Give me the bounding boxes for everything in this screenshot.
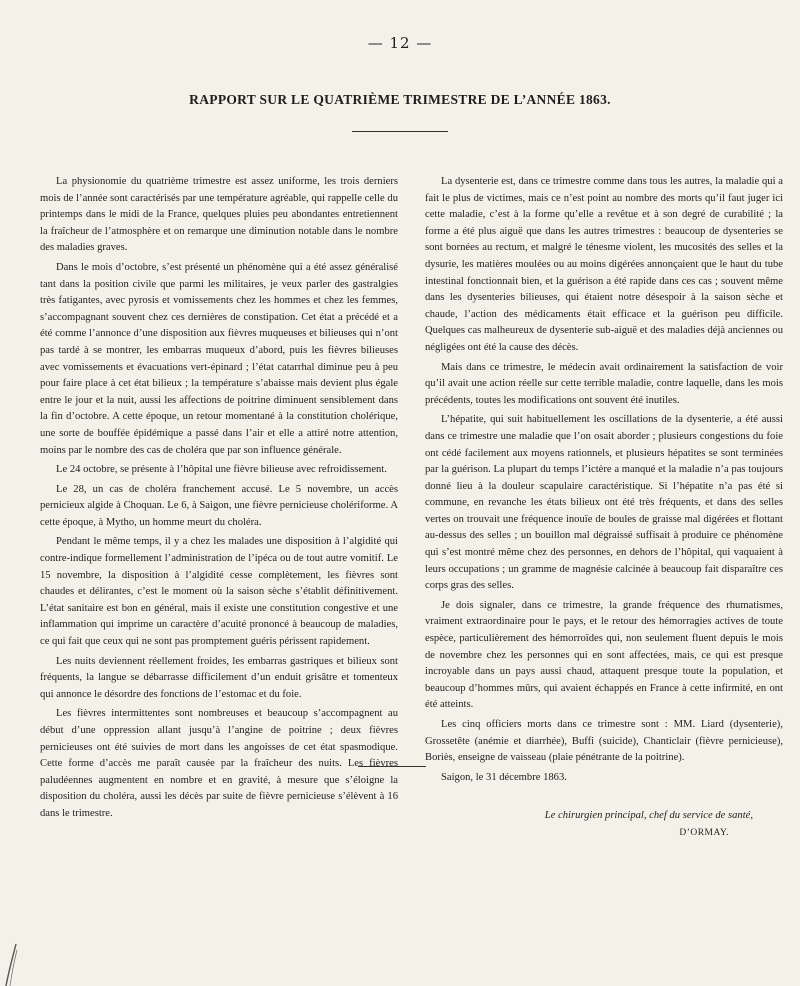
paragraph: Dans le mois d’octobre, s’est présenté un phénomène qui a été assez généralisé tant dans la position civile que parmi les militaires, je veux parler des gastralgies très fatigantes, avec pyrosis et vomissements chez les hommes et chez les femmes, s’accompagnant souvent chez ces dernières de constipation. Cet état a précédé et a été comme l’annonce d’une disposition aux fièvres muqueuses et bilieuses qui n’ont pas tardé à se montrer, les embarras muqueux d’abord, puis les fièvres bilieuses avec vomissements et évacuations vert-épinard ; l’état catarrhal diminue peu à peu pour faire place à cet état bilieux ; la température s’abaisse mais devient plus égale entre le jour et la nuit, aussi les affections de poitrine diminuent sensiblement dans la fin d’octobre. A cette époque, un retour momentané à la constitution cholérique, une sorte de bouffée épidémique a passé dans l’air et elle a attiré notre attention, moins par le nombre des cas de choléra que par son influence générale.: [40, 261, 398, 456]
paragraph: Je dois signaler, dans ce trimestre, la grande fréquence des rhumatismes, vraiment extraordinaire pour le pays, et le retour des hémorragies actives de toute espèce, particulièrement des hémorroïdes qui, non seulement fluent depuis le mois de novembre chez les personnes qui en sont affectées, mais, ce qui est presque incroyable dans un pays aussi chaud, attaquent presque toute la population, et beaucoup d’hommes mûrs, qui avaient échappés en France à cette infirmité, en ont été atteints.: [425, 599, 783, 711]
paragraph: Les fièvres intermittentes sont nombreuses et beaucoup s’accompagnent au début d’une oppression allant jusqu’à l’angine de poitrine ; deux fièvres pernicieuses ont été suivies de mort dans les angoisses de cet état spasmodique. Cette forme d’accès me paraît causée par la fraîcheur des nuits. Les fièvres paludéennes augmentent en nombre et en gravité, à mesure que s’éloigne la disposition du choléra, aussi les décès par suite de fièvre pernicieuse s’élèvent à 16 dans le trimestre.: [40, 708, 398, 819]
paragraph: La physionomie du quatrième trimestre est assez uniforme, les trois derniers mois de l’année sont caractérisés par une température agréable, qui rappelle celle du printemps dans le midi de la France, quelques pluies peu abondantes entretiennent la fraîcheur de l’atmosphère et on remarque une diminution notable dans le nombre des maladies graves.: [40, 176, 398, 254]
paragraph: La dysenterie est, dans ce trimestre comme dans tous les autres, la maladie qui a fait le plus de victimes, mais ce n’est point au nombre des morts qu’il faut juger ici cette maladie, c’est à la forme qu’elle a revêtue et à son degré de curabilité ; la forme a été plus aiguë que dans les autres trimestres : beaucoup de dysenteries se sont bornées au rectum, et malgré le ténesme violent, les mucosités des selles et la dysurie, les matières moulées ou au moins digérées annonçaient que le haut du tube intestinal fonctionnait bien, et la guérison a été rapide dans ces cas ; souvent même dans les dysenteries bilieuses, qui étaient notre désespoir à la saison sèche et chaude, l’action des médicaments était efficace et la guérison peu difficile. Quelques cas malheureux de dysenterie sub-aiguë et des maladies déjà anciennes ou négligées ont été la cause des décès.: [425, 176, 783, 353]
paragraph: Le 28, un cas de choléra franchement accusé. Le 5 novembre, un accès pernicieux algide à Choquan. Le 6, à Saigon, une fièvre pernicieuse cholériforme. A cette époque, à Mytho, un homme meurt du choléra.: [40, 483, 398, 528]
report-title: RAPPORT SUR LE QUATRIÈME TRIMESTRE DE L’ANNÉE 1863.: [189, 92, 611, 107]
paragraph: Les cinq officiers morts dans ce trimestre sont : MM. Liard (dysenterie), Grossetête (anémie et diarrhée), Buffi (suicide), Chanticlair (fièvre pernicieuse), Boriès, enseigne de vaisseau (plaie pénétrante de la poitrine).: [425, 719, 783, 764]
signature-name: D’ORMAY.: [679, 827, 729, 838]
paragraph: Les nuits deviennent réellement froides, les embarras gastriques et bilieux sont fréquents, la langue se débarrasse difficilement d’un enduit grisâtre et tomenteux qui annonce le désordre des fonctions de l’estomac et du foie.: [40, 655, 398, 700]
page-number: — 12 —: [367, 34, 433, 52]
left-column: [40, 174, 398, 826]
signature-role: Le chirurgien principal, chef du service de santé,: [544, 810, 753, 822]
paragraph: Pendant le même temps, il y a chez les malades une disposition à l’algidité qui contre-indique formellement l’administration de l’ipéca ou de tout autre vomitif. Le 15 novembre, la disposition à l’algidité cesse complètement, les fièvres sont chaudes et délirantes, c’est le moment où la saison sèche s’établit définitivement. L’état sanitaire est bon en général, mais il existe une constitution congestive et une inflammation qui imprime un caractère d’acuité prononcé à beaucoup de maladies, ce qui fait que ceux qui ne sont pas promptement guéris périssent rapidement.: [40, 536, 398, 648]
footer-divider: [358, 766, 426, 767]
right-column: [425, 174, 783, 842]
paragraph: Le 24 octobre, se présente à l’hôpital une fièvre bilieuse avec refroidissement.: [56, 464, 387, 476]
title-divider: [352, 131, 448, 132]
paragraph: L’hépatite, qui suit habituellement les oscillations de la dysenterie, a été aussi dans ce trimestre une maladie que l’on osait aborder ; plusieurs congestions du foie ont cédé facilement aux moyens rationnels, et plusieurs hépatites se sont terminées par la guérison. La plupart du temps l’ictère a manqué et la maladie n’a pas toujours donné lieu à la douleur scapulaire caractéristique. Si l’hépatite n’a pas été si commune, en revanche les états bilieux ont été très fréquents, et dans des selles vertes on trouvait une fréquence inouïe de boules de graisse mal digérées et flottant au-dessus des selles ; un bouillon mal dégraissé suffisait à produire ce phénomène qui s’est montré même chez des personnes, en dehors de l’hôpital, qui vaquaient à leurs occupations ; un gramme de magnésie calcinée à beaucoup fait disparaître ces corps gras des selles.: [425, 414, 783, 592]
paragraph: Mais dans ce trimestre, le médecin avait ordinairement la satisfaction de voir qu’il avait une action réelle sur cette terrible maladie, contre laquelle, dans les mois précédents, toutes les modifications ont souvent été inutiles.: [425, 361, 783, 406]
binding-mark-icon: [0, 940, 30, 986]
date-line: Saigon, le 31 décembre 1863.: [441, 771, 567, 783]
